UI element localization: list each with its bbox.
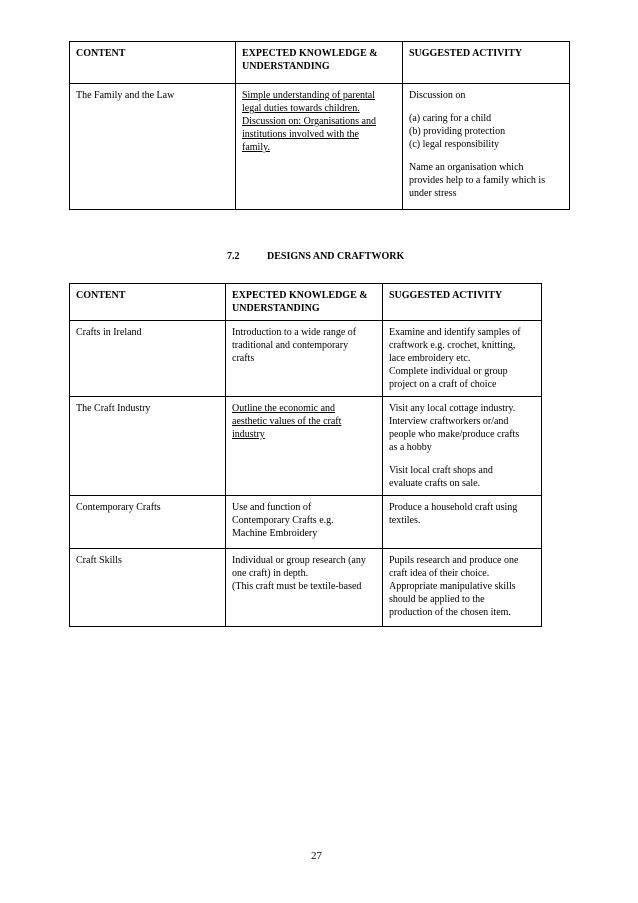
section-heading	[227, 250, 404, 263]
activity-line: Visit local craft shops and	[389, 465, 493, 476]
activity-line: Produce a household craft using	[389, 502, 518, 513]
activity-line: people who make/produce crafts	[389, 429, 520, 440]
knowledge-line: Contemporary Crafts e.g.	[232, 515, 334, 526]
row-activity	[383, 321, 542, 397]
activity-line: Interview craftworkers or/and	[389, 416, 509, 427]
row-knowledge	[236, 84, 403, 210]
activity-line: textiles.	[389, 515, 421, 526]
header-knowledge: EXPECTED KNOWLEDGE & UNDERSTANDING	[236, 42, 403, 84]
row-content: The Craft Industry	[70, 397, 226, 496]
knowledge-line: family.	[242, 142, 270, 153]
activity-line: Name an organisation which	[409, 162, 524, 173]
activity-line: project on a craft of choice	[389, 379, 497, 390]
knowledge-line: Introduction to a wide range of	[232, 327, 357, 338]
section-number: 7.2	[227, 251, 240, 262]
row-content: Contemporary Crafts	[70, 496, 226, 549]
family-law-table	[69, 41, 570, 210]
table-header-row	[70, 42, 570, 84]
activity-line: should be applied to the	[389, 594, 485, 605]
knowledge-line: institutions involved with the	[242, 129, 359, 140]
activity-item: (b) providing protection	[409, 126, 506, 137]
knowledge-line: Simple understanding of parental	[242, 90, 376, 101]
activity-line: Appropriate manipulative skills	[389, 581, 516, 592]
activity-line: Examine and identify samples of	[389, 327, 521, 338]
knowledge-line: one craft) in depth.	[232, 568, 309, 579]
section-title: DESIGNS AND CRAFTWORK	[267, 251, 405, 262]
activity-line: craftwork e.g. crochet, knitting,	[389, 340, 516, 351]
row-content: Crafts in Ireland	[70, 321, 226, 397]
knowledge-line: aesthetic values of the craft	[232, 416, 342, 427]
header-content: CONTENT	[70, 284, 226, 321]
row-activity	[403, 84, 570, 210]
activity-line: provides help to a family which is	[409, 175, 546, 186]
header-activity: SUGGESTED ACTIVITY	[403, 42, 570, 84]
table-row	[70, 496, 542, 549]
knowledge-line: legal duties towards children.	[242, 103, 360, 114]
header-content: CONTENT	[70, 42, 236, 84]
row-knowledge	[226, 321, 383, 397]
table-header-row	[70, 284, 542, 321]
activity-line: Pupils research and produce one	[389, 555, 519, 566]
activity-line: under stress	[409, 188, 457, 199]
row-knowledge	[226, 397, 383, 496]
table-row	[70, 84, 570, 210]
page-number: 27	[311, 850, 322, 862]
knowledge-line: industry	[232, 429, 265, 440]
knowledge-line: (This craft must be textile-based	[232, 581, 362, 592]
activity-line: lace embroidery etc.	[389, 353, 471, 364]
header-activity: SUGGESTED ACTIVITY	[383, 284, 542, 321]
row-knowledge	[226, 496, 383, 549]
activity-line: Visit any local cottage industry.	[389, 403, 516, 414]
table-row	[70, 397, 542, 496]
row-content: Craft Skills	[70, 549, 226, 627]
activity-item: (a) caring for a child	[409, 113, 492, 124]
knowledge-line: crafts	[232, 353, 255, 364]
activity-item: (c) legal responsibility	[409, 139, 499, 150]
knowledge-line: Discussion on: Organisations and	[242, 116, 376, 127]
activity-line: production of the chosen item.	[389, 607, 511, 618]
row-content: The Family and the Law	[70, 84, 236, 210]
knowledge-line: Machine Embroidery	[232, 528, 318, 539]
row-activity	[383, 549, 542, 627]
activity-line: evaluate crafts on sale.	[389, 478, 481, 489]
table-row	[70, 549, 542, 627]
activity-line: craft idea of their choice.	[389, 568, 490, 579]
designs-craftwork-table	[69, 283, 542, 627]
row-activity	[383, 496, 542, 549]
activity-line: Complete individual or group	[389, 366, 508, 377]
activity-line: as a hobby	[389, 442, 432, 453]
row-activity	[383, 397, 542, 496]
knowledge-line: traditional and contemporary	[232, 340, 349, 351]
header-knowledge: EXPECTED KNOWLEDGE & UNDERSTANDING	[226, 284, 383, 321]
knowledge-line: Use and function of	[232, 502, 312, 513]
activity-intro: Discussion on	[409, 90, 466, 101]
table-row	[70, 321, 542, 397]
knowledge-line: Outline the economic and	[232, 403, 336, 414]
knowledge-line: Individual or group research (any	[232, 555, 366, 566]
row-knowledge	[226, 549, 383, 627]
